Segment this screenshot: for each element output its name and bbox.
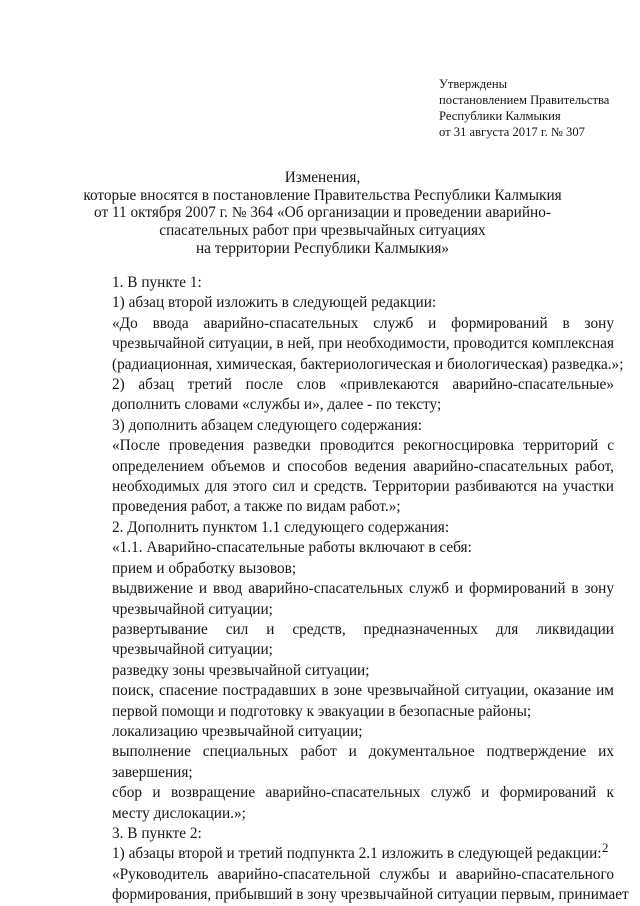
paragraph-line: 3) дополнить абзацем следующего содержания: <box>112 416 423 434</box>
paragraph-line: формирования, прибывший в зону чрезвычайной ситуации первым, принимает <box>112 886 629 904</box>
body-paragraph <box>75 518 614 538</box>
paragraph-line: сбор и возвращение аварийно-спасательных служб и формирований к <box>112 784 614 802</box>
body-paragraph <box>75 436 614 518</box>
body-paragraph <box>75 314 624 375</box>
body-paragraph <box>75 273 614 293</box>
paragraph-line: локализацию чрезвычайной ситуации; <box>112 722 363 740</box>
approval-line: от 31 августа 2017 г. № 307 <box>439 125 585 139</box>
paragraph-line: (радиационная, химическая, бактериологическая и биологическая) разведка.»; <box>112 355 624 373</box>
paragraph-line: поиск, спасение пострадавших в зоне чрезвычайной ситуации, оказание им <box>112 682 614 700</box>
body-paragraph <box>75 824 614 844</box>
heading-line: на территории Республики Калмыкия» <box>195 239 450 257</box>
body-paragraph <box>75 538 614 558</box>
body-paragraph <box>75 559 614 579</box>
heading-line: которые вносятся в постановление Правительства Республики Калмыкия <box>83 186 562 204</box>
body-paragraph <box>75 722 614 742</box>
paragraph-line: чрезвычайной ситуации; <box>112 641 273 659</box>
approval-line: постановлением Правительства <box>439 93 610 107</box>
body-paragraph <box>75 681 614 722</box>
paragraph-line: определением объемов и способов ведения аварийно-спасательных работ, <box>112 457 614 475</box>
paragraph-line: прием и обработку вызовов; <box>112 559 297 577</box>
paragraph-line: выполнение специальных работ и документальное подтверждение их <box>112 743 614 761</box>
document-body <box>75 273 629 906</box>
body-paragraph <box>75 620 614 661</box>
paragraph-line: «После проведения разведки проводится рекогносцировка территорий с <box>112 437 614 455</box>
paragraph-line: дополнить словами «службы и», далее - по тексту; <box>112 396 442 414</box>
paragraph-line: 1) абзац второй изложить в следующей редакции: <box>112 294 437 312</box>
paragraph-line: 2. Дополнить пунктом 1.1 следующего содержания: <box>112 518 450 536</box>
paragraph-line: необходимых для этого сил и средств. Территории разбиваются на участки <box>112 478 614 496</box>
paragraph-line: 1) абзацы второй и третий подпункта 2.1 изложить в следующей редакции: <box>112 845 602 863</box>
body-paragraph <box>75 293 614 313</box>
paragraph-line: 3. В пункте 2: <box>112 824 202 842</box>
paragraph-line: проведения работ, а также по видам работ.»; <box>112 498 401 516</box>
body-paragraph <box>75 416 614 436</box>
document-heading <box>75 169 570 258</box>
paragraph-line: чрезвычайной ситуации, в ней, при необходимости, проводится комплексная <box>112 335 614 353</box>
paragraph-line: месту дислокации.»; <box>112 804 246 822</box>
approval-stamp <box>439 76 609 140</box>
body-paragraph <box>75 865 629 906</box>
paragraph-line: 2) абзац третий после слов «привлекаются аварийно-спасательные» <box>112 376 614 394</box>
approval-line: Утверждены <box>439 77 508 91</box>
paragraph-line: первой помощи и подготовку к эвакуации в безопасные районы; <box>112 702 532 720</box>
paragraph-line: разведку зоны чрезвычайной ситуации; <box>112 661 370 679</box>
paragraph-line: «1.1. Аварийно-спасательные работы включают в себя: <box>112 539 472 557</box>
paragraph-line: чрезвычайной ситуации; <box>112 600 273 618</box>
page-number: 2 <box>602 840 609 855</box>
body-paragraph <box>75 742 614 783</box>
approval-line: Республики Калмыкия <box>439 109 561 123</box>
heading-line: Изменения, <box>284 169 361 186</box>
heading-line: спасательных работ при чрезвычайных ситуациях <box>159 222 486 240</box>
paragraph-line: выдвижение и ввод аварийно-спасательных служб и формирований в зону <box>112 580 614 598</box>
paragraph-line: 1. В пункте 1: <box>112 274 202 291</box>
body-paragraph <box>75 579 614 620</box>
body-paragraph <box>75 783 614 824</box>
body-paragraph <box>75 661 614 681</box>
body-paragraph <box>75 375 614 416</box>
body-paragraph <box>75 844 614 864</box>
heading-line: от 11 октября 2007 г. № 364 «Об организации и проведении аварийно- <box>94 204 551 222</box>
paragraph-line: «Руководитель аварийно-спасательной службы и аварийно-спасательного <box>112 865 614 883</box>
paragraph-line: «До ввода аварийно-спасательных служб и формирований в зону <box>112 314 614 332</box>
paragraph-line: завершения; <box>112 763 193 781</box>
paragraph-line: развертывание сил и средств, предназначенных для ликвидации <box>112 620 614 638</box>
